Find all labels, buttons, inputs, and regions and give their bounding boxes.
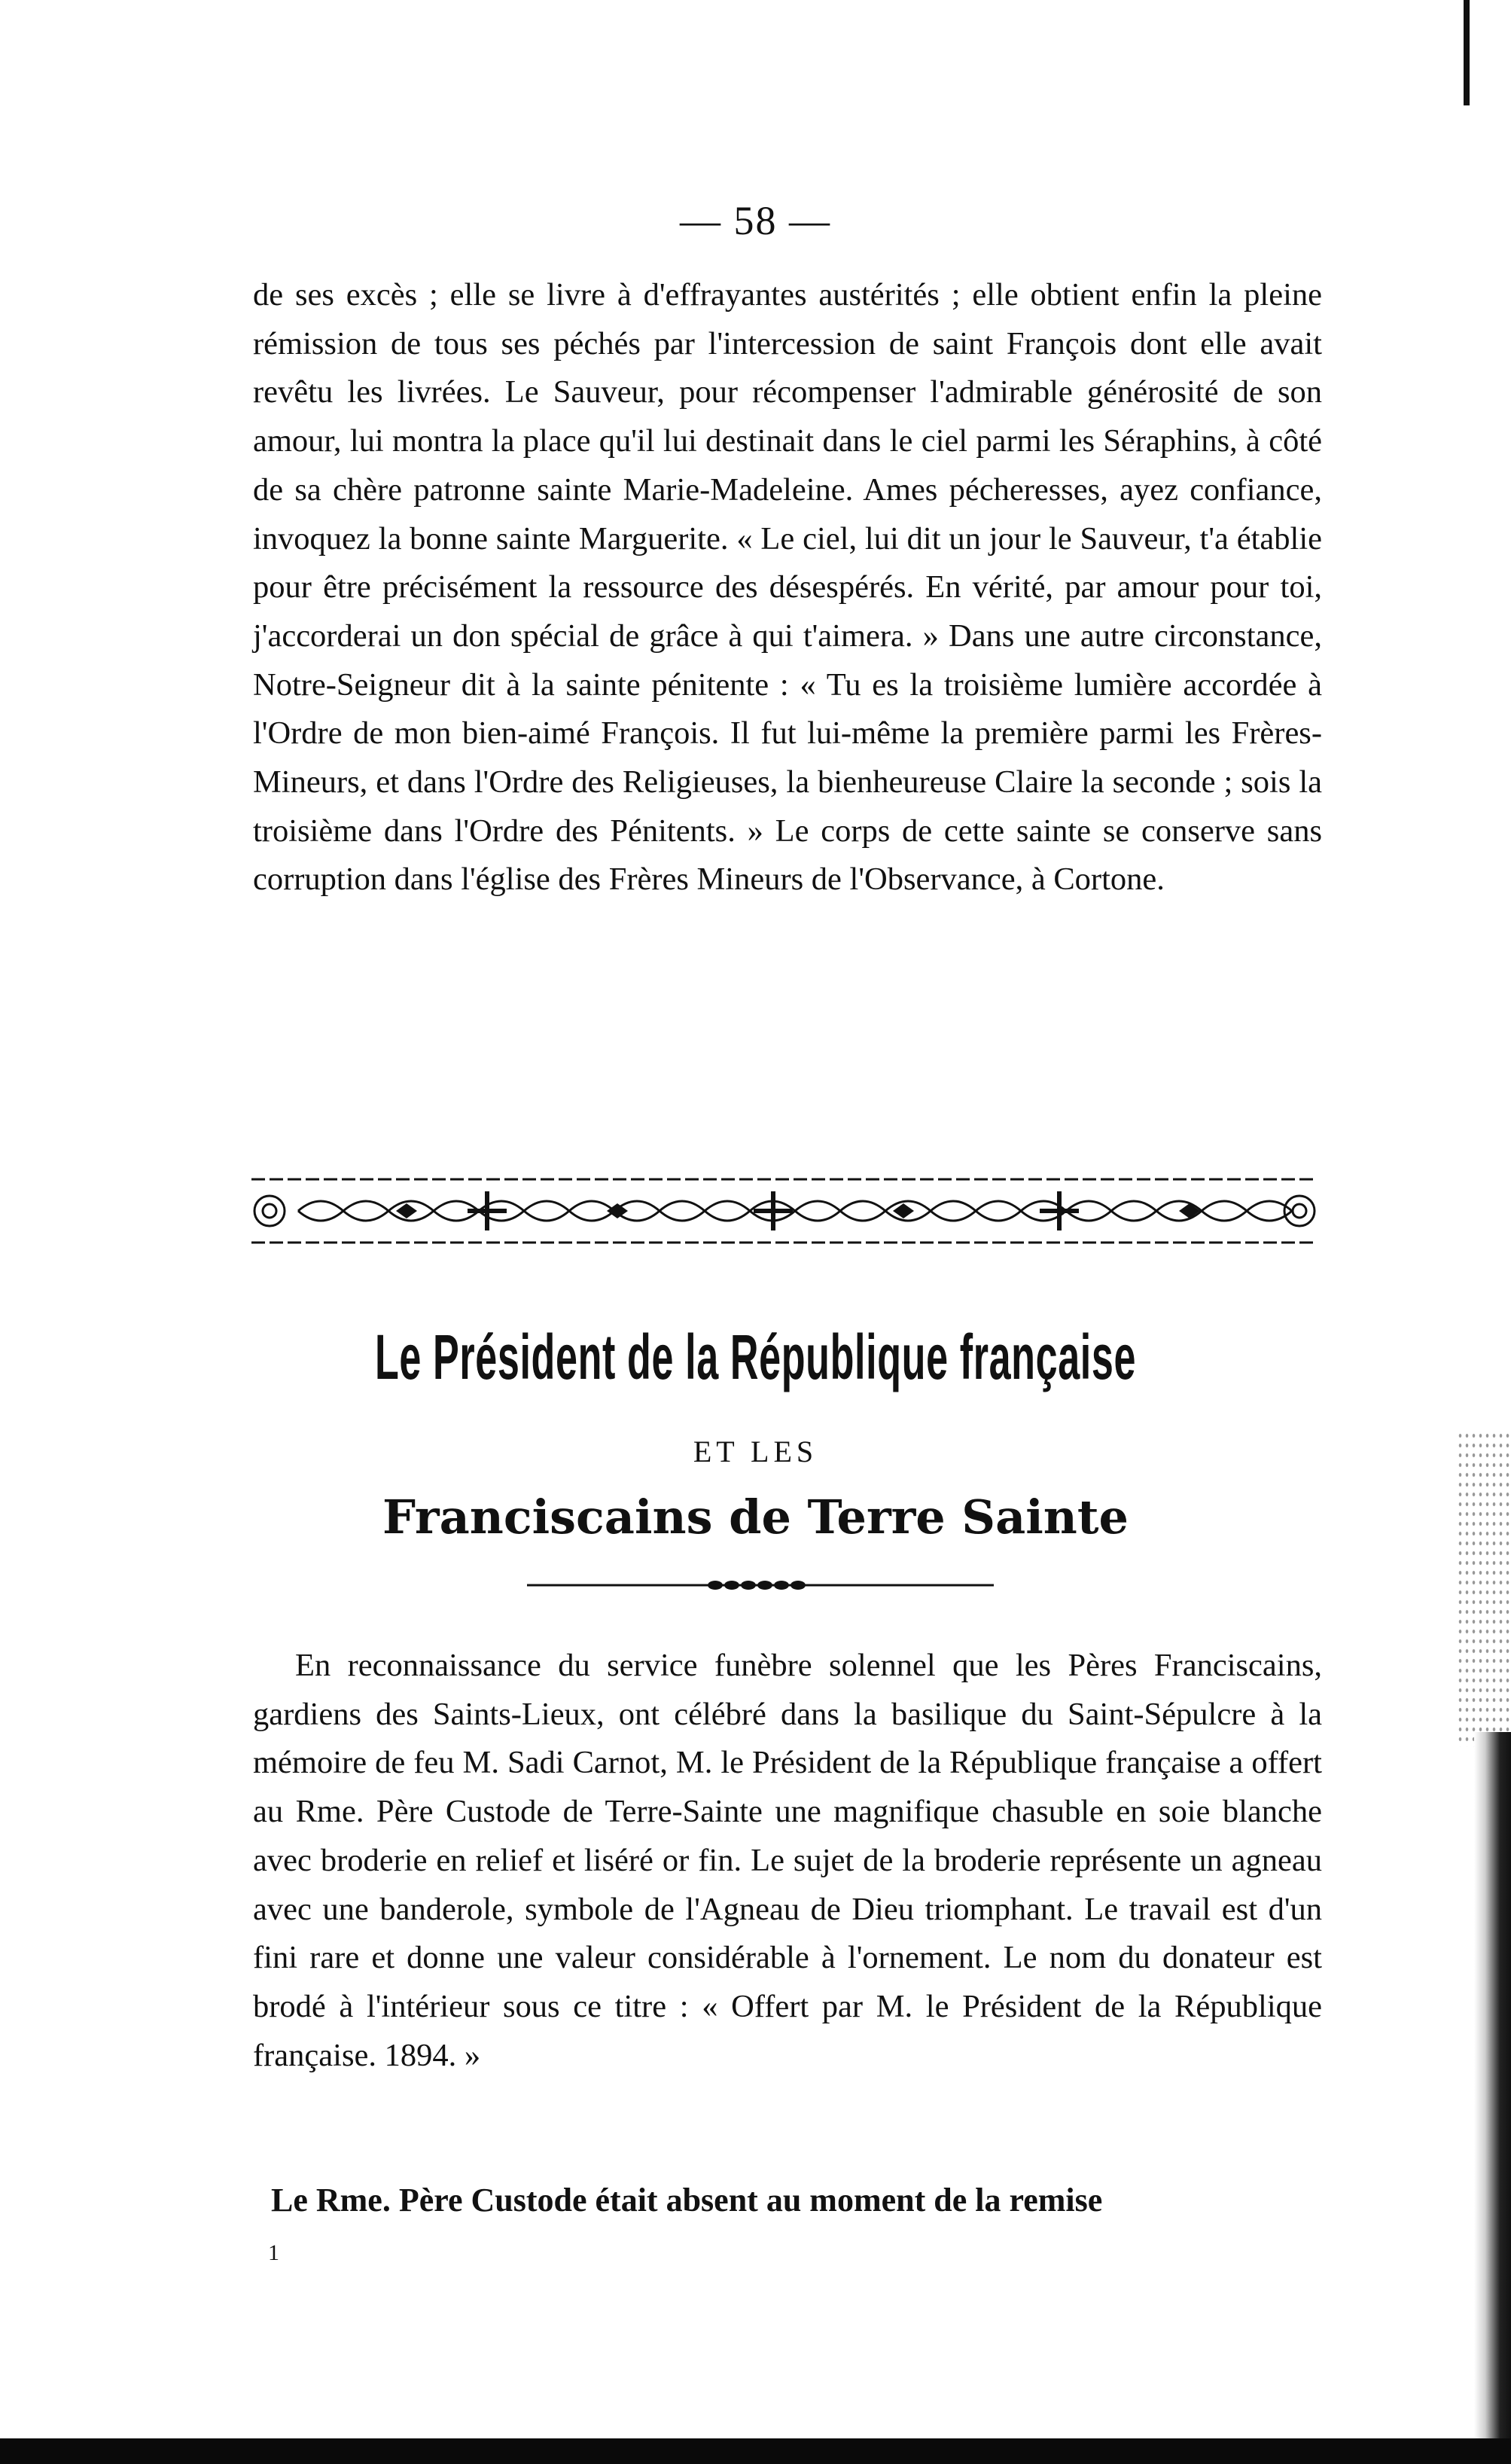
scan-bottom-edge (0, 2438, 1511, 2464)
article-title: Le Président de la République française (374, 1322, 1137, 1392)
article-subtitle: Franciscains de Terre Sainte (382, 1490, 1129, 1545)
scan-edge-mark (1464, 0, 1470, 105)
body-paragraph-2 (253, 1642, 1322, 2080)
page-number: — 58 — (680, 198, 831, 243)
title-connector: ET LES (693, 1435, 818, 1468)
scan-edge-shadow (1474, 1732, 1511, 2462)
scan-edge-noise (1457, 1431, 1511, 1747)
paragraph-text: En reconnaissance du service funèbre solennel que les Pères Franciscains, gardiens des Saints-Lieux, ont célébré dans la basilique du Saint-Sépulcre à la mémoire de feu M. Sadi Carnot, M. le Président de la République française a offert au Rme. Père Custode de Terre-Sainte une magnifique chasuble en soie blanche avec broderie en relief et liséré or fin. Le sujet de la broderie représente un agneau avec une banderole, symbole de l'Agneau de Dieu triomphant. Le travail est d'un fini rare et donne une valeur considérable à l'ornement. Le nom du donateur est brodé à l'intérieur sous ce titre : « Offert par M. le Président de la République française. 1894. » (253, 1648, 1322, 2073)
body-last-line: Le Rme. Père Custode était absent au moment de la remise (271, 2182, 1103, 2219)
title-rule (527, 1580, 994, 1590)
footnote-mark: 1 (268, 2240, 279, 2265)
body-paragraph-1 (253, 271, 1322, 904)
paragraph-text: de ses excès ; elle se livre à d'effrayantes austérités ; elle obtient enfin la pleine rémission de tous ses péchés par l'intercession de saint François dont elle avait revêtu les livrées. Le Sauveur, pour récompenser l'admirable générosité de son amour, lui montra la place qu'il lui destinait dans le ciel parmi les Séraphins, à côté de sa chère patronne sainte Marie-Madeleine. Ames pécheresses, ayez confiance, invoquez la bonne sainte Marguerite. « Le ciel, lui dit un jour le Sauveur, t'a établie pour être précisément la ressource des désespérés. En vérité, par amour pour toi, j'accorderai un don spécial de grâce à qui t'aimera. » Dans une autre circonstance, Notre-Seigneur dit à la sainte pénitente : « Tu es la troisième lumière accordée à l'Ordre de mon bien-aimé François. Il fut lui-même la première parmi les Frères-Mineurs, et dans l'Ordre des Religieuses, la bienheureuse Claire la seconde ; sois la troisième dans l'Ordre des Pénitents. » Le corps de cette sainte se conserve sans corruption dans l'église des Frères Mineurs de l'Observance, à Cortone. (253, 277, 1322, 898)
ornamental-divider (245, 1175, 1324, 1247)
